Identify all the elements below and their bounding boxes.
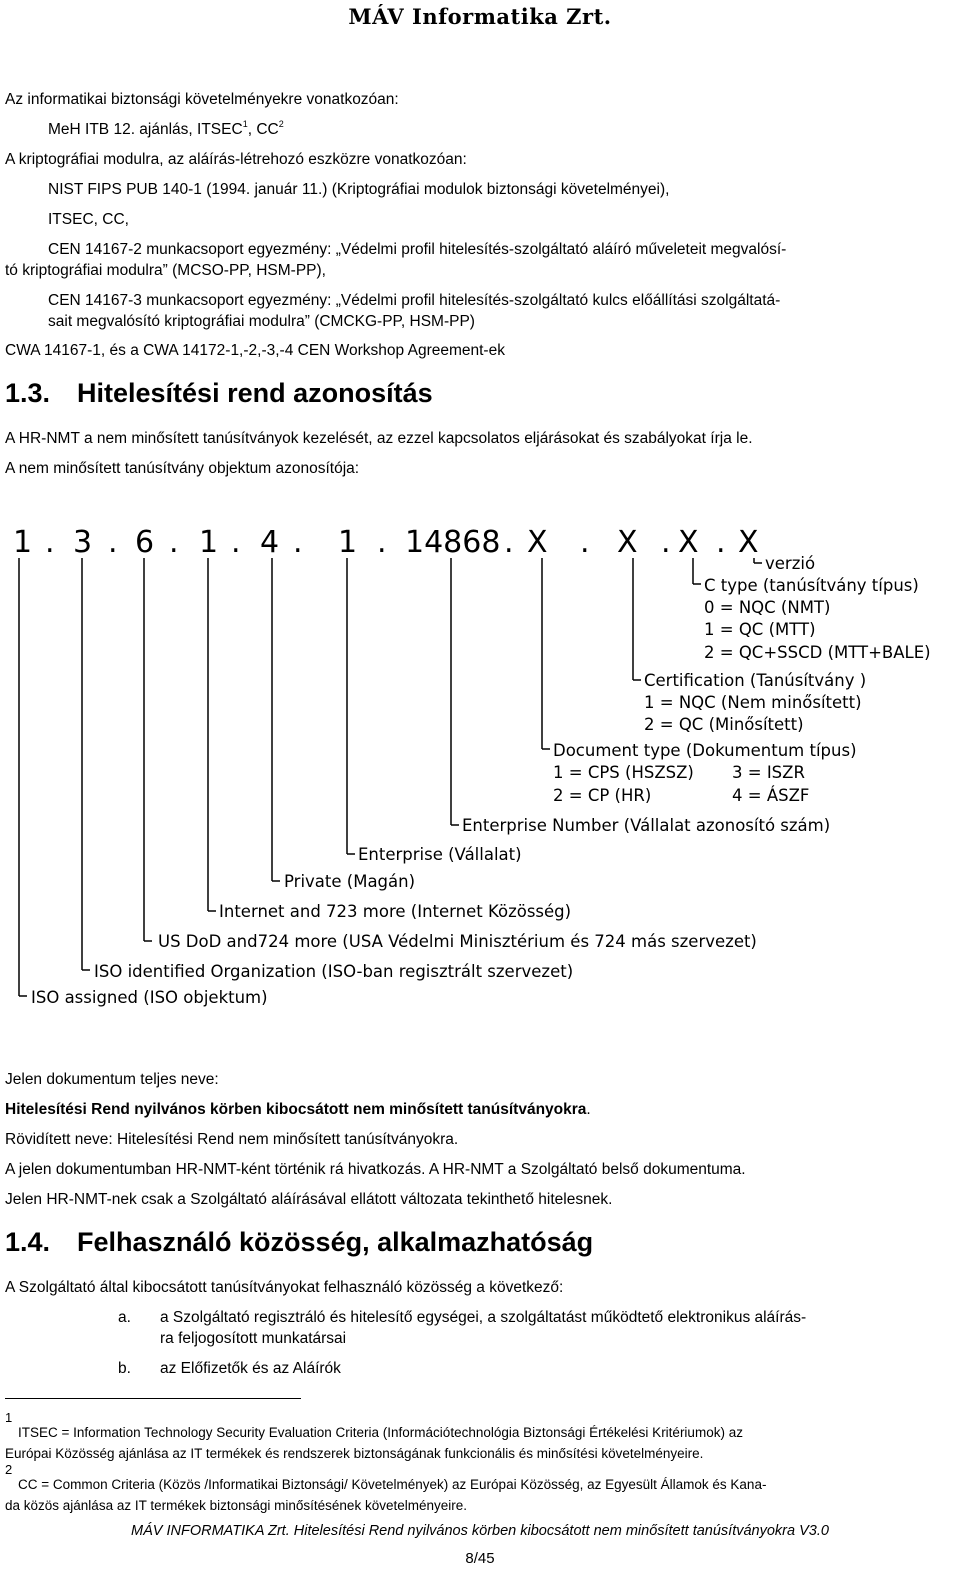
oid-label-internet: Internet and 723 more (Internet Közösség) [219, 902, 572, 921]
paragraph: A HR-NMT a nem minősített tanúsítványok kezelését, az ezzel kapcsolatos eljárásokat és szabályokat írja le. [5, 430, 753, 447]
oid-segment: X [678, 525, 699, 560]
oid-segment: 6 [135, 525, 155, 560]
footnote-mark: 2 [5, 1462, 13, 1477]
intro-line: CEN 14167-2 munkacsoport egyezmény: „Védelmi profil hitelesítés-szolgáltató aláíró műveleteit megvalósí- [48, 241, 787, 258]
oid-label-ctype: C type (tanúsítvány típus) [704, 576, 919, 595]
oid-segment: 1 [338, 525, 358, 560]
oid-diagram [5, 518, 944, 1028]
intro-line: MeH ITB 12. ajánlás, ITSEC$^1$, $CC^2$ [48, 119, 284, 138]
intro-line: CWA 14167-1, és a CWA 14172-1,-2,-3,-4 CEN Workshop Agreement-ek [5, 342, 505, 359]
list-item-marker: a. [118, 1309, 131, 1326]
oid-label-doc-option: 3 = ISZR [732, 763, 805, 782]
oid-label-ctype-option: 1 = QC (MTT) [704, 620, 816, 639]
intro-line: A kriptográfiai modulra, az aláírás-létrehozó eszközre vonatkozóan: [5, 151, 467, 168]
footnote-ref[interactable]: 2 [278, 119, 284, 129]
paragraph: Rövidített neve: Hitelesítési Rend nem minősített tanúsítványokra. [5, 1131, 459, 1148]
list-item: a Szolgáltató regisztráló és hitelesítő egységei, a szolgáltatást működtető elektronikus aláírás- [160, 1309, 807, 1326]
oid-label-enterprise-number: Enterprise Number (Vállalat azonosító szám) [462, 816, 831, 835]
oid-label-private: Private (Magán) [284, 872, 416, 891]
page-number: 8/45 [465, 1550, 495, 1567]
oid-dot: . [377, 525, 387, 560]
oid-label-iso-org: ISO identified Organization (ISO-ban regisztrált szervezet) [94, 962, 574, 981]
oid-dot: . [169, 525, 179, 560]
intro-line: tó kriptográfiai modulra” (MCSO-PP, HSM-PP), [5, 262, 326, 279]
list-item: ra feljogosított munkatársai [160, 1330, 347, 1347]
oid-dot: . [45, 525, 55, 560]
oid-dot: . [231, 525, 241, 560]
paragraph: Jelen HR-NMT-nek csak a Szolgáltató aláírásával ellátott változata tekinthető hitelesnek. [5, 1191, 613, 1208]
oid-segment: 1 [199, 525, 219, 560]
oid-label-certification: Certification (Tanúsítvány ) [644, 671, 867, 690]
page-footer: MÁV INFORMATIKA Zrt. Hitelesítési Rend nyilvános körben kibocsátott nem minősített tanúsítványokra V3.0 [131, 1523, 829, 1539]
oid-segment: X [617, 525, 638, 560]
oid-segment: X [738, 525, 759, 560]
intro-line: ITSEC, CC, [48, 211, 129, 228]
oid-label-doc-option: 2 = CP (HR) [553, 786, 652, 805]
footnote-mark: 1 [5, 1410, 13, 1425]
oid-label-ctype-option: 0 = NQC (NMT) [704, 598, 831, 617]
footnote-text: ITSEC = Information Technology Security Evaluation Criteria (Információtechnológia Biztonsági Értékelési Kritériumok) az [18, 1425, 743, 1440]
paragraph: A jelen dokumentumban HR-NMT-ként történik rá hivatkozás. A HR-NMT a Szolgáltató belső dokumentuma. [5, 1161, 746, 1178]
intro-line: sait megvalósító kriptográfiai modulra” (CMCKG-PP, HSM-PP) [48, 313, 475, 330]
oid-label-doc-option: 4 = ÁSZF [732, 786, 810, 805]
paragraph: A nem minősített tanúsítvány objektum azonosítója: [5, 460, 360, 477]
section-heading: 1.4. Felhasználó közösség, alkalmazhatóság [5, 1227, 594, 1257]
oid-label-version: verzió [765, 554, 816, 573]
section-heading: 1.3. Hitelesítési rend azonosítás [5, 378, 433, 408]
oid-segment: 1 [13, 525, 33, 560]
intro-line: CEN 14167-3 munkacsoport egyezmény: „Védelmi profil hitelesítés-szolgáltató kulcs előállítási szolgáltatá- [48, 292, 781, 309]
intro-line: NIST FIPS PUB 140-1 (1994. január 11.) (Kriptográfiai modulok biztonsági követelményei), [48, 181, 670, 198]
footnote-ref[interactable]: 1 [242, 119, 248, 129]
oid-label-ctype-option: 2 = QC+SSCD (MTT+BALE) [704, 643, 931, 662]
oid-dot: . [661, 525, 671, 560]
oid-segment: X [527, 525, 548, 560]
footnote-text: CC = Common Criteria (Közös /Informatikai Biztonsági/ Követelmények) az Európai Közösség, az Egyesült Államok és Kana- [18, 1477, 767, 1492]
oid-dot: . [108, 525, 118, 560]
list-item: az Előfizetők és az Aláírók [160, 1360, 341, 1377]
oid-dot: . [504, 525, 514, 560]
footnote-text: da közös ajánlása az IT termékek biztonsági minősítésének követelményeire. [5, 1498, 467, 1513]
intro-line: Az informatikai biztonsági követelményekre vonatkozóan: [5, 91, 399, 108]
footnote-text: Európai Közösség ajánlása az IT termékek és rendszerek biztonságának funkcionális és minősítési követelményeire. [5, 1446, 704, 1461]
list-item-marker: b. [118, 1360, 131, 1377]
oid-segment: 14868 [405, 525, 501, 560]
document-full-name: Hitelesítési Rend nyilvános körben kibocsátott nem minősített tanúsítványokra. [5, 1101, 591, 1118]
oid-label-iso-assigned: ISO assigned (ISO objektum) [31, 988, 268, 1007]
oid-dot: . [580, 525, 590, 560]
footnote-separator [5, 1398, 301, 1399]
page-header: MÁV Informatika Zrt. [348, 4, 612, 29]
oid-label-enterprise: Enterprise (Vállalat) [358, 845, 522, 864]
oid-label-cert-option: 1 = NQC (Nem minősített) [644, 693, 862, 712]
oid-label-doctype: Document type (Dokumentum típus) [553, 741, 857, 760]
oid-label-cert-option: 2 = QC (Minősített) [644, 715, 804, 734]
oid-segment: 4 [260, 525, 280, 560]
oid-label-usdod: US DoD and724 more (USA Védelmi Minisztérium és 724 más szervezet) [158, 932, 757, 951]
paragraph: A Szolgáltató által kibocsátott tanúsítványokat felhasználó közösség a következő: [5, 1279, 564, 1296]
oid-segment: 3 [73, 525, 93, 560]
oid-label-doc-option: 1 = CPS (HSZSZ) [553, 763, 694, 782]
oid-dot: . [716, 525, 726, 560]
oid-dot: . [293, 525, 303, 560]
paragraph: Jelen dokumentum teljes neve: [5, 1071, 219, 1088]
